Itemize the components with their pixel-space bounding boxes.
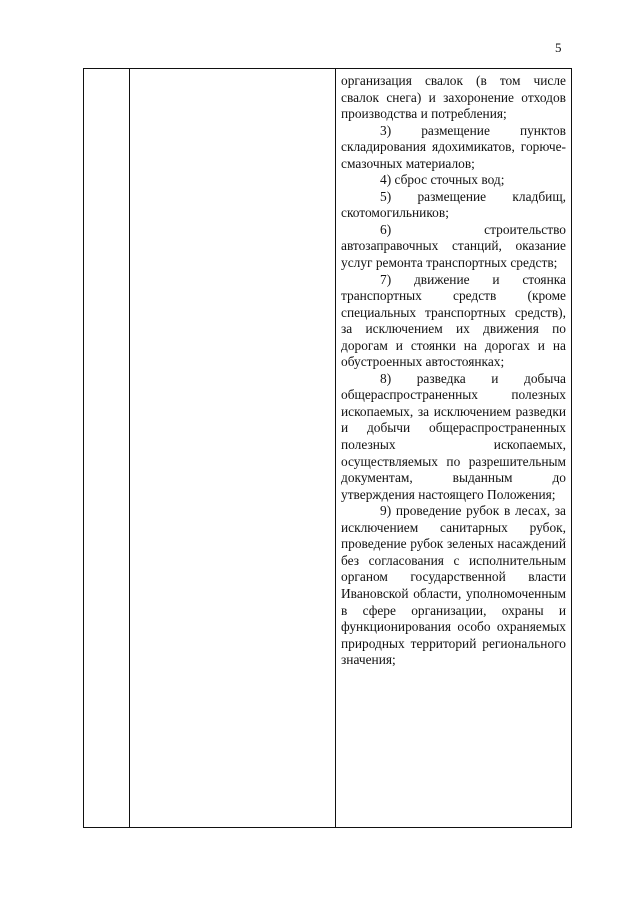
table-row bbox=[84, 69, 572, 828]
regime-text bbox=[336, 69, 571, 669]
paragraph: 8) разведка и добыча общераспространенных полезных ископаемых, за исключением разведки и добычи общераспространенных полезных ископаемых, осуществляемых по разрешительным документам, выданным до утверждения настоящего Положения; bbox=[341, 370, 566, 502]
document-table bbox=[83, 68, 572, 828]
table-cell-number bbox=[84, 69, 130, 828]
page-number: 5 bbox=[555, 40, 562, 55]
table-cell-name bbox=[130, 69, 336, 828]
paragraph: 7) движение и стоянка транспортных средств (кроме специальных транспортных средств), за исключением их движения по дорогам и стоянки на дорогах и на обустроенных автостоянках; bbox=[341, 271, 566, 370]
paragraph: организация свалок (в том числе свалок снега) и захоронение отходов производства и потребления; bbox=[341, 73, 566, 122]
paragraph: 5) размещение кладбищ, скотомогильников; bbox=[341, 188, 566, 221]
paragraph: 3) размещение пунктов складирования ядохимикатов, горюче-смазочных материалов; bbox=[341, 122, 566, 171]
table-cell-regime bbox=[336, 69, 572, 828]
paragraph: 6) строительство автозаправочных станций, оказание услуг ремонта транспортных средств; bbox=[341, 221, 566, 271]
paragraph: 9) проведение рубок в лесах, за исключением санитарных рубок, проведение рубок зеленых насаждений без согласования с исполнительным органом государственной власти Ивановской области, уполномоченным в сфере организации, охраны и функционирования особо охраняемых природных территорий регионального значения; bbox=[341, 503, 566, 668]
paragraph: 4) сброс сточных вод; bbox=[380, 172, 505, 188]
